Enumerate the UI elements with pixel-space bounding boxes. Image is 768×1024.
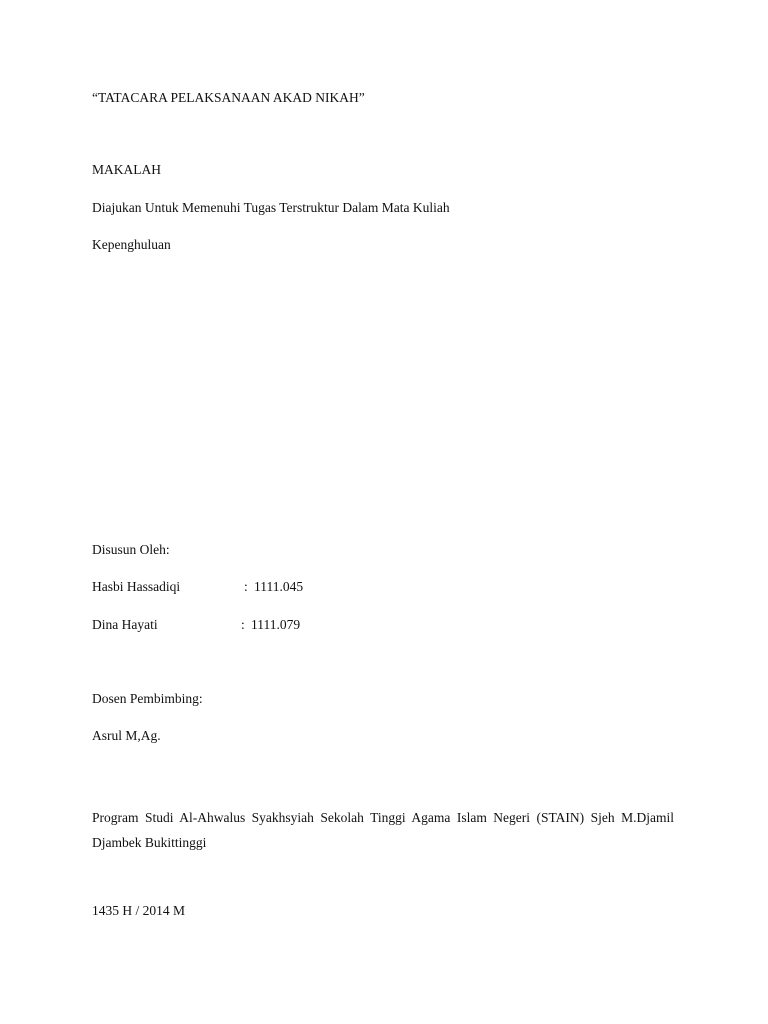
- document-title: “TATACARA PELAKSANAAN AKAD NIKAH”: [92, 90, 365, 105]
- member-row: [92, 618, 392, 634]
- document-purpose: Diajukan Untuk Memenuhi Tugas Terstruktur Dalam Mata Kuliah: [92, 200, 450, 215]
- advisor-name: Asrul M,Ag.: [92, 728, 161, 743]
- member-name: Dina Hayati: [92, 617, 158, 632]
- member-separator: :: [244, 579, 248, 594]
- member-name: Hasbi Hassadiqi: [92, 579, 181, 594]
- institution-name: Program Studi Al-Ahwalus Syakhsyiah Sekolah Tinggi Agama Islam Negeri (STAIN) Sjeh M.Djamil Djambek Bukittinggi: [92, 810, 674, 850]
- compiled-by-label: Disusun Oleh:: [92, 542, 170, 557]
- member-separator: :: [241, 617, 245, 632]
- member-row: [92, 580, 392, 596]
- document-type: MAKALAH: [92, 162, 161, 177]
- academic-year: 1435 H / 2014 M: [92, 903, 186, 918]
- course-name: Kepenghuluan: [92, 237, 171, 252]
- member-id: 1111.045: [254, 579, 304, 594]
- member-id: 1111.079: [251, 617, 301, 632]
- advisor-label: Dosen Pembimbing:: [92, 691, 203, 706]
